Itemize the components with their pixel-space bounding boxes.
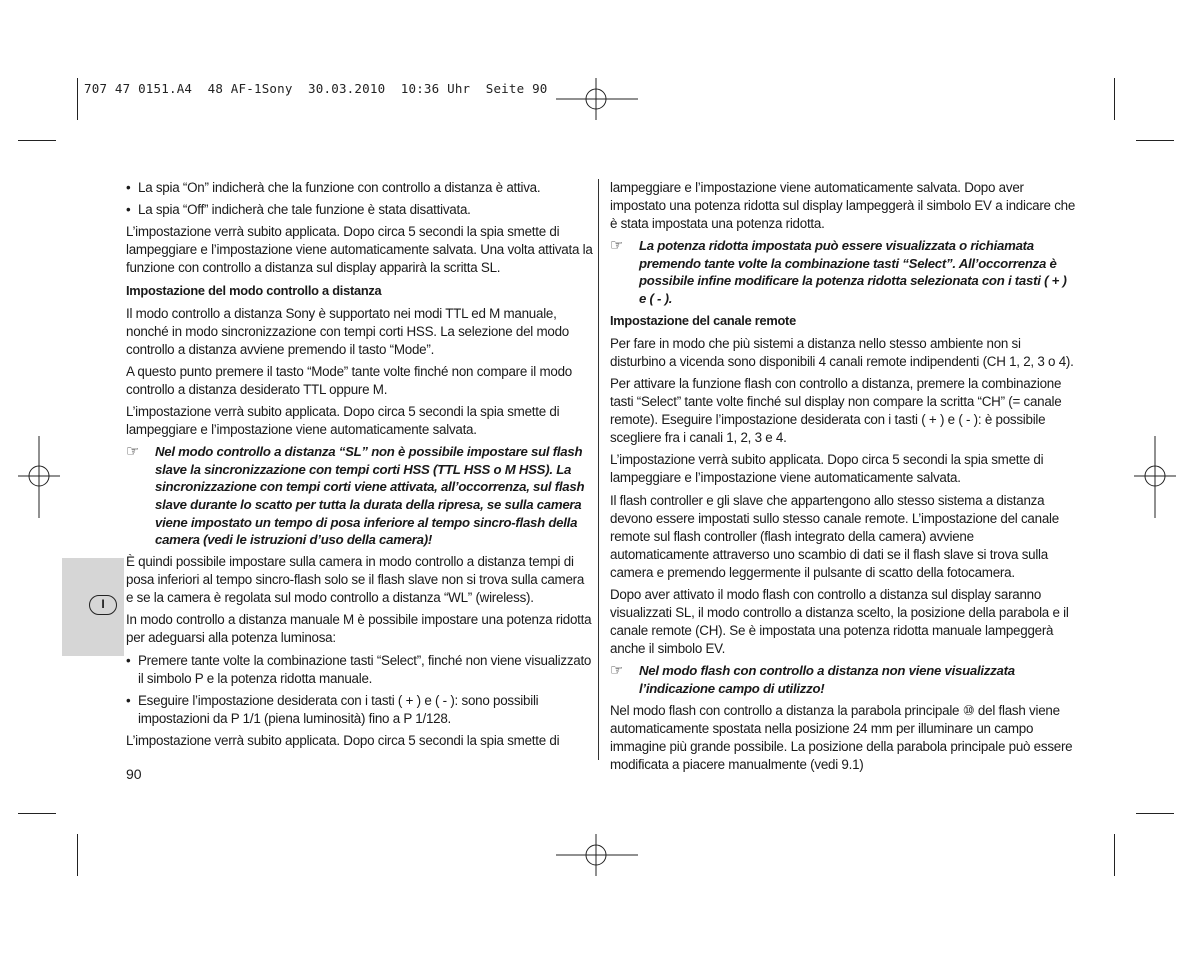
list-item: • La spia “On” indicherà che la funzione con controllo a distanza è attiva.: [126, 180, 541, 195]
right-column: [610, 179, 1076, 778]
bullet-icon: •: [126, 180, 131, 195]
bullet-icon: •: [126, 652, 131, 668]
note-callout: ☞ Nel modo controllo a distanza “SL” non è possibile impostare sul flash slave la sincronizzazione con tempi corti HSS (TTL HSS o M HSS). La sincronizzazione con tempi corti viene attivata, all’occorrenza, sul flash slave durante lo scatto per tutta la durata della ripresa, se sulla camera viene impostato un tempo di posa inferiore al tempo sincro-flash della camera (vedi le istruzioni d’uso della camera)!: [126, 443, 585, 548]
paragraph: L’impostazione verrà subito applicata. Dopo circa 5 secondi la spia smette di: [126, 732, 560, 748]
crop-mark-top-left-h: [18, 140, 56, 141]
bullet-icon: •: [126, 692, 131, 708]
list-item: • Eseguire l’impostazione desiderata con i tasti ( + ) e ( - ): sono possibili impostazioni da P 1/1 (piena luminosità) fino a P 1/128.: [126, 692, 539, 726]
pointing-hand-icon: ☞: [610, 237, 624, 255]
crop-mark-bottom-left-h: [18, 813, 56, 814]
paragraph: Dopo aver attivato il modo flash con controllo a distanza sul display saranno visualizzati SL, il modo controllo a distanza scelto, la posizione della parabola e il canale remote (CH). Se è impostata una potenza ridotta manuale lampeggerà anche il simbolo EV.: [610, 586, 1069, 656]
note-callout: ☞ La potenza ridotta impostata può essere visualizzata o richiamata premendo tante volte la combinazione tasti “Select”. All’occorrenza è possibile infine modificare la potenza ridotta selezionata con i tasti ( + ) e ( - ).: [610, 237, 1067, 306]
crop-mark-top-right-h: [1136, 140, 1174, 141]
section-heading: Impostazione del canale remote: [610, 313, 796, 329]
paragraph: È quindi possibile impostare sulla camera in modo controllo a distanza tempi di posa inferiori al tempo sincro-flash solo se il flash slave non si trova sulla camera e se la camera è regolata sul modo controllo a distanza “WL” (wireless).: [126, 554, 585, 606]
crop-mark-top-right-v: [1114, 78, 1115, 120]
paragraph: L’impostazione verrà subito applicata. Dopo circa 5 secondi la spia smette di lampeggiare e l’impostazione viene automaticamente salvata.: [610, 452, 1044, 486]
print-slug: 707 47 0151.A4 48 AF-1Sony 30.03.2010 10:36 Uhr Seite 90: [84, 81, 548, 96]
registration-mark-left-icon: [18, 436, 60, 518]
paragraph: In modo controllo a distanza manuale M è possibile impostare una potenza ridotta per adeguarsi alla potenza luminosa:: [126, 612, 592, 646]
paragraph: Nel modo flash con controllo a distanza la parabola principale ⑩ del flash viene automaticamente spostata nella posizione 24 mm per illuminare un campo immagine più grande possibile. La posizione della parabola principale può essere modificata a piacere manualmente (vedi 9.1): [610, 702, 1073, 772]
registration-mark-right-icon: [1134, 436, 1176, 518]
note-callout: ☞ Nel modo flash con controllo a distanza non viene visualizzata l’indicazione campo di utilizzo!: [610, 662, 1015, 696]
bullet-icon: •: [126, 202, 131, 218]
registration-mark-bottom-icon: [556, 834, 638, 876]
section-heading: Impostazione del modo controllo a distanza: [126, 282, 382, 298]
paragraph: L’impostazione verrà subito applicata. Dopo circa 5 secondi la spia smette di lampeggiare e l’impostazione viene automaticamente salvata. Una volta attivata la funzione con controllo a distanza sul display apparirà la scritta SL.: [126, 224, 593, 276]
paragraph: Per attivare la funzione flash con controllo a distanza, premere la combinazione tasti “Select” tante volte finché sul display non compare la scritta “CH” (= canale remote). Eseguire l’impostazione desiderata con i tasti ( + ) e ( - ): è possibile scegliere fra i canali 1, 2, 3 e 4.: [610, 376, 1062, 446]
column-divider: [598, 179, 599, 760]
language-badge: I: [89, 595, 117, 615]
list-item: • La spia “Off” indicherà che tale funzione è stata disattivata.: [126, 202, 471, 218]
page-number: 90: [126, 766, 142, 782]
paragraph: Il modo controllo a distanza Sony è supportato nei modi TTL ed M manuale, nonché in modo sincronizzazione con tempi corti HSS. La selezione del modo controllo a distanza avviene premendo il tasto “Mode”.: [126, 305, 569, 357]
paragraph: lampeggiare e l’impostazione viene automaticamente salvata. Dopo aver impostato una potenza ridotta sul display lampeggerà il simbolo EV a indicare che è stata impostata una potenza ridotta.: [610, 180, 1076, 231]
paragraph: L’impostazione verrà subito applicata. Dopo circa 5 secondi la spia smette di lampeggiare e l’impostazione viene automaticamente salvata.: [126, 403, 560, 437]
paragraph: Per fare in modo che più sistemi a distanza nello stesso ambiente non si disturbino a vicenda sono disponibili 4 canali remote indipendenti (CH 1, 2, 3 o 4).: [610, 336, 1074, 370]
crop-mark-bottom-right-v: [1114, 834, 1115, 876]
pointing-hand-icon: ☞: [610, 662, 624, 679]
crop-mark-bottom-left-v: [77, 834, 78, 876]
registration-mark-top-icon: [556, 78, 638, 120]
list-item: • Premere tante volte la combinazione tasti “Select”, finché non viene visualizzato il simbolo P e la potenza ridotta manuale.: [126, 652, 592, 686]
crop-mark-top-left-v: [77, 78, 78, 120]
left-column: [126, 179, 594, 754]
paragraph: A questo punto premere il tasto “Mode” tante volte finché non compare il modo controllo a distanza desiderato TTL oppure M.: [126, 363, 572, 397]
paragraph: Il flash controller e gli slave che appartengono allo stesso sistema a distanza devono essere impostati sullo stesso canale remote. L’impostazione del canale remote sul flash controller (flash integrato della camera) avviene automaticamente attraverso uno scambio di dati se il flash slave si trova sulla camera e premendo leggermente il pulsante di scatto della fotocamera.: [610, 492, 1059, 580]
crop-mark-bottom-right-h: [1136, 813, 1174, 814]
pointing-hand-icon: ☞: [126, 443, 140, 461]
